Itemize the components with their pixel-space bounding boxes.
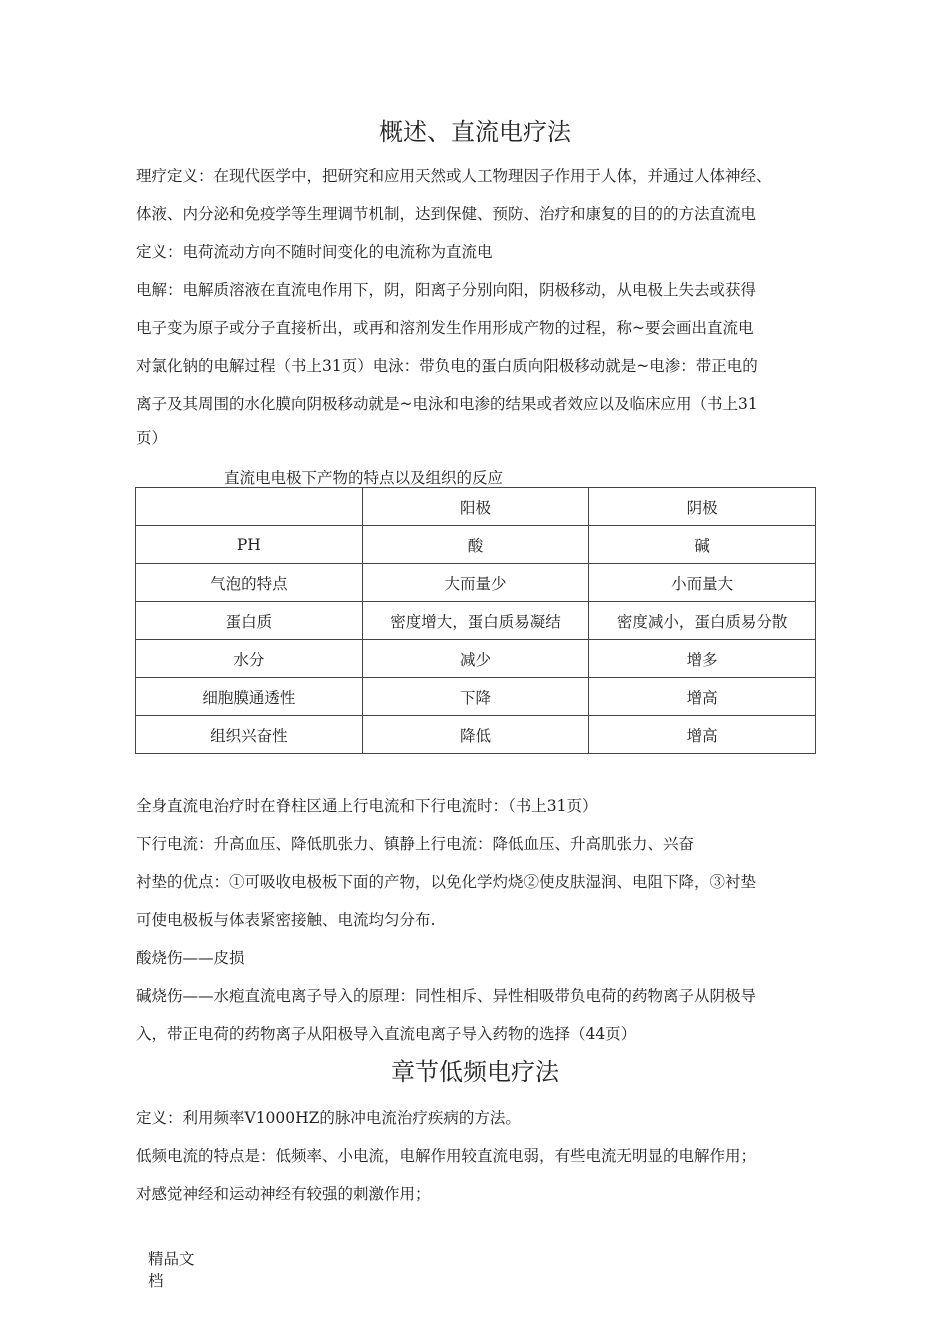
table-cell: 组织兴奋性	[136, 716, 363, 754]
current-and-pad-paragraph	[136, 787, 826, 1053]
intro-paragraph	[136, 157, 826, 453]
footer-line: 档	[148, 1272, 164, 1290]
text-line: 理疗定义：在现代医学中，把研究和应用天然或人工物理因子作用于人体，并通过人体神经、	[136, 167, 772, 185]
text-line: 对感觉神经和运动神经有较强的刺激作用；	[136, 1185, 431, 1203]
table-row	[136, 564, 816, 602]
text-line: 对氯化钠的电解过程（书上31页）电泳：带负电的蛋白质向阳极移动就是~电渗：带正电的	[136, 357, 758, 375]
table-row	[136, 678, 816, 716]
table-header-row	[136, 488, 816, 526]
table-row	[136, 716, 816, 754]
text-line: 离子及其周围的水化膜向阴极移动就是~电泳和电渗的结果或者效应以及临床应用（书上31	[136, 395, 758, 413]
electrode-products-table	[135, 487, 816, 754]
table-cell: 增高	[589, 716, 816, 754]
text-line: 入，带正电荷的药物离子从阳极导入直流电离子导入药物的选择（44页）	[136, 1025, 637, 1043]
table-cell: 密度增大，蛋白质易凝结	[362, 602, 589, 640]
table-caption: 直流电电极下产物的特点以及组织的反应	[224, 469, 504, 487]
table-cell: 大而量少	[362, 564, 589, 602]
table-header-cell	[136, 488, 363, 526]
text-line: 页）	[136, 429, 168, 447]
table-cell: 降低	[362, 716, 589, 754]
text-line: 电解：电解质溶液在直流电作用下，阴，阳离子分别向阳，阴极移动，从电极上失去或获得	[136, 281, 757, 299]
table-header-cell: 阳极	[362, 488, 589, 526]
text-line: 全身直流电治疗时在脊柱区通上行电流和下行电流时：（书上31页）	[136, 797, 598, 815]
table-cell: 增高	[589, 678, 816, 716]
section-title-direct-current: 概述、直流电疗法	[379, 118, 571, 146]
table-row	[136, 602, 816, 640]
text-line: 体液、内分泌和免疫学等生理调节机制，达到保健、预防、治疗和康复的目的的方法直流电	[136, 205, 757, 223]
text-line: 酸烧伤——皮损	[136, 949, 245, 967]
table-cell: 水分	[136, 640, 363, 678]
table-cell: 气泡的特点	[136, 564, 363, 602]
table-cell: 减少	[362, 640, 589, 678]
table-cell: 蛋白质	[136, 602, 363, 640]
table-cell: 酸	[362, 526, 589, 564]
table-cell: 密度减小，蛋白质易分散	[589, 602, 816, 640]
text-line: 低频电流的特点是：低频率、小电流，电解作用较直流电弱，有些电流无明显的电解作用；	[136, 1147, 757, 1165]
text-line: 定义：利用频率V1000HZ的脉冲电流治疗疾病的方法。	[136, 1109, 521, 1127]
text-line: 定义：电荷流动方向不随时间变化的电流称为直流电	[136, 243, 493, 261]
table-cell: PH	[136, 526, 363, 564]
footer-watermark	[148, 1248, 195, 1292]
table-cell: 增多	[589, 640, 816, 678]
footer-line: 精品文	[148, 1250, 195, 1268]
table-cell: 碱	[589, 526, 816, 564]
text-line: 下行电流：升高血压、降低肌张力、镇静上行电流：降低血压、升高肌张力、兴奋	[136, 835, 695, 853]
table-cell: 细胞膜通透性	[136, 678, 363, 716]
text-line: 碱烧伤——水疱直流电离子导入的原理：同性相斥、异性相吸带负电荷的药物离子从阴极导	[136, 987, 757, 1005]
table-header-cell: 阴极	[589, 488, 816, 526]
text-line: 可使电极板与体表紧密接触、电流均匀分布.	[136, 911, 436, 929]
table-row	[136, 526, 816, 564]
table-cell: 小而量大	[589, 564, 816, 602]
table-row	[136, 640, 816, 678]
low-frequency-paragraph	[136, 1099, 826, 1213]
table-cell: 下降	[362, 678, 589, 716]
text-line: 衬垫的优点：①可吸收电极板下面的产物，以免化学灼烧②使皮肤湿润、电阻下降，③衬垫	[136, 873, 757, 891]
section-title-low-frequency: 章节低频电疗法	[391, 1058, 559, 1086]
text-line: 电子变为原子或分子直接析出，或再和溶剂发生作用形成产物的过程，称~要会画出直流电	[136, 319, 754, 337]
